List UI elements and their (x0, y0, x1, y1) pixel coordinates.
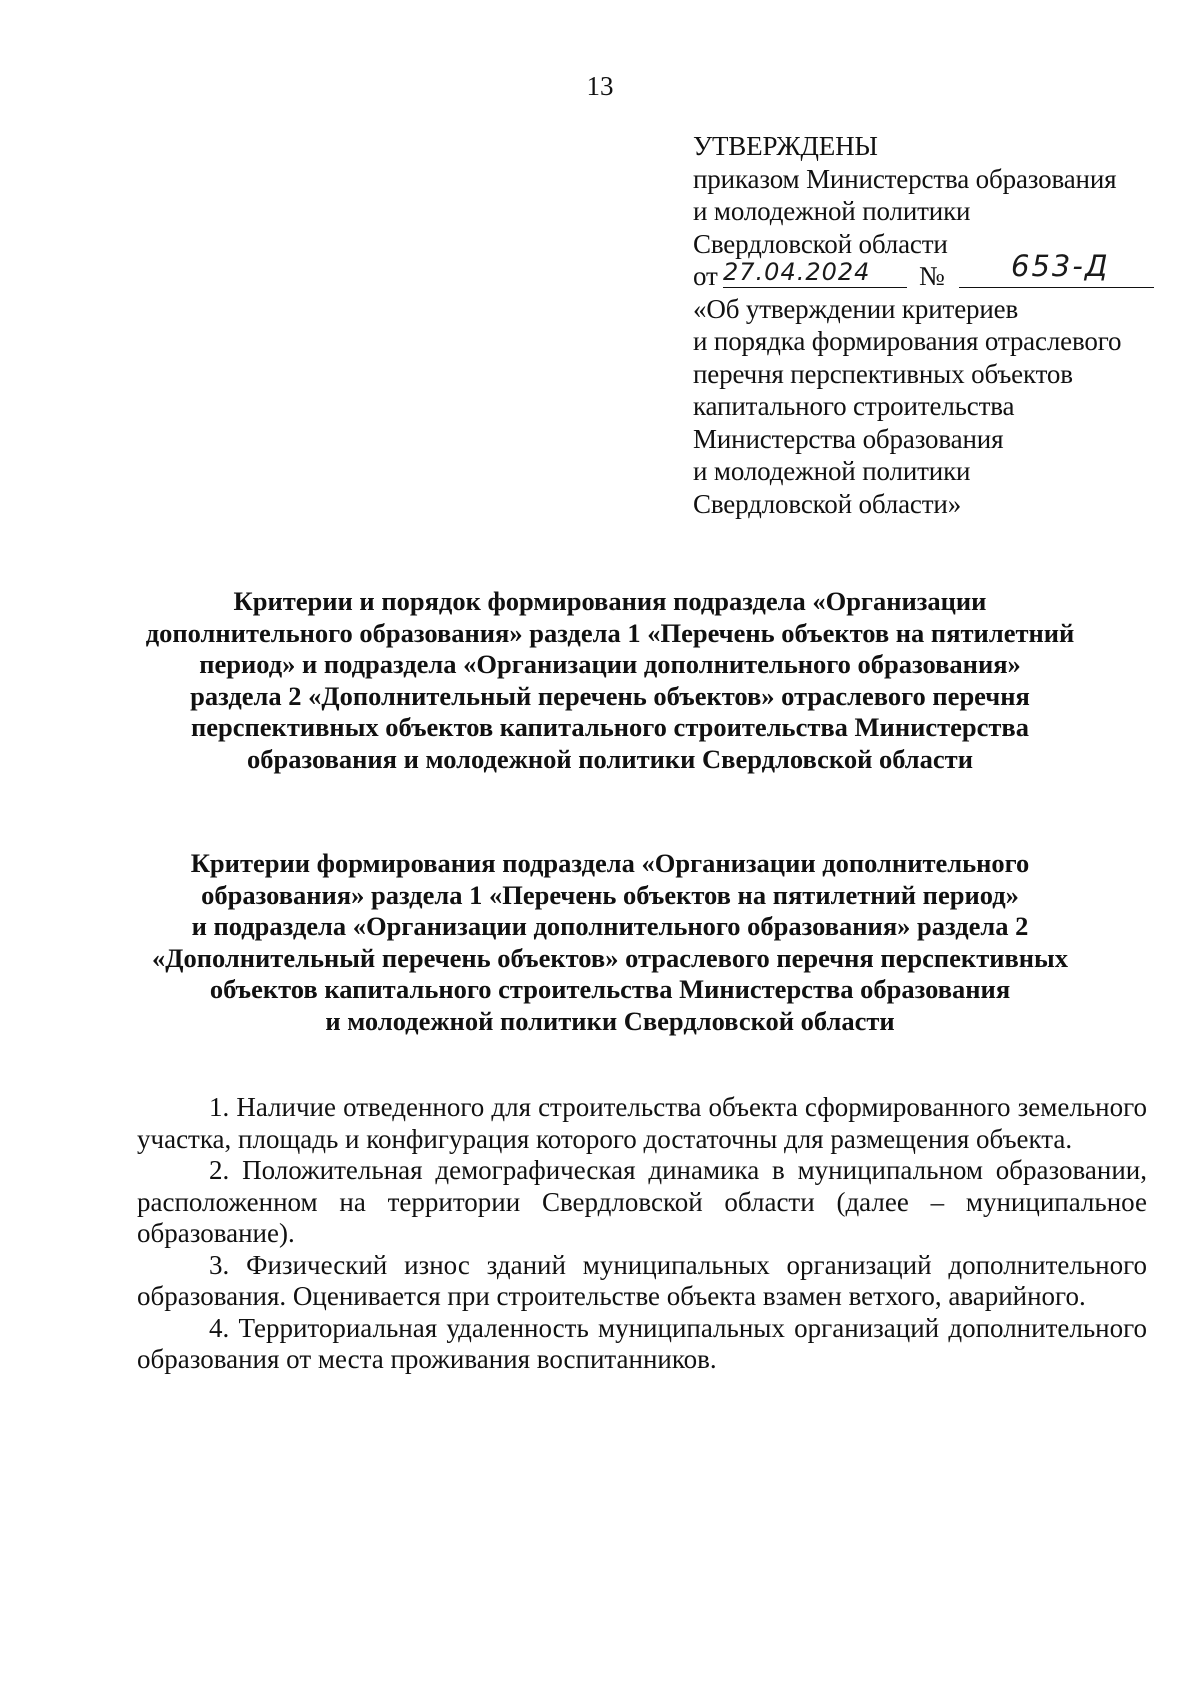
heading-line: образования и молодежной политики Свердловской области (247, 743, 973, 774)
approval-date-row (693, 249, 1173, 293)
approval-line: перечня перспективных объектов (693, 358, 1073, 389)
heading-line: и молодежной политики Свердловской области (325, 1005, 895, 1036)
criteria-list (137, 1092, 1147, 1376)
criterion-text: 3. Физический износ зданий муниципальных организаций дополнительного образования. Оценивается при строительстве объекта взамен ветхого, аварийного. (137, 1249, 1147, 1311)
handwritten-number: 653-Д (1011, 249, 1110, 283)
criterion-paragraph (137, 1250, 1147, 1313)
approval-line: и молодежной политики (693, 456, 971, 486)
criterion-paragraph (137, 1155, 1147, 1250)
sub-heading (120, 848, 1100, 1037)
approval-line: Свердловской области (693, 228, 948, 259)
heading-line: период» и подраздела «Организации дополнительного образования» (199, 649, 1021, 679)
heading-line: дополнительного образования» раздела 1 «Перечень объектов на пятилетний (145, 617, 1075, 648)
criterion-text: 2. Положительная демографическая динамика в муниципальном образовании, расположенном на территории Свердловской области (далее – муниципальное образование). (137, 1155, 1147, 1248)
heading-line: образования» раздела 1 «Перечень объектов на пятилетний период» (201, 879, 1019, 910)
heading-line: объектов капитального строительства Министерства образования (209, 974, 1011, 1004)
handwritten-date: 27.04.2024 (723, 258, 871, 286)
criterion-paragraph (137, 1092, 1147, 1155)
heading-line: и подраздела «Организации дополнительного образования» раздела 2 (191, 911, 1029, 941)
heading-line: перспективных объектов капитального строительства Министерства (191, 712, 1029, 742)
approval-line: капитального строительства (693, 391, 1015, 421)
approval-line: и молодежной политики (693, 196, 971, 226)
page-number: 13 (586, 71, 614, 101)
approval-line: Свердловской области» (693, 488, 962, 519)
criterion-text: 4. Территориальная удаленность муниципальных организаций дополнительного образования от места проживания воспитанников. (137, 1312, 1147, 1374)
number-underline (959, 287, 1154, 288)
approval-title: УТВЕРЖДЕНЫ (693, 131, 878, 161)
number-sign: № (919, 261, 945, 291)
date-prefix: от (693, 261, 718, 291)
main-heading (120, 586, 1100, 775)
approval-block (693, 130, 1173, 520)
heading-line: «Дополнительный перечень объектов» отраслевого перечня перспективных (152, 942, 1068, 973)
approval-line: «Об утверждении критериев (693, 293, 1019, 324)
heading-line: Критерии и порядок формирования подраздела «Организации (233, 586, 987, 616)
criterion-paragraph (137, 1313, 1147, 1376)
approval-line: Министерства образования (693, 423, 1004, 454)
approval-line: приказом Министерства образования (693, 163, 1117, 194)
heading-line: Критерии формирования подраздела «Организации дополнительного (190, 848, 1030, 878)
approval-line: и порядка формирования отраслевого (693, 326, 1122, 356)
heading-line: раздела 2 «Дополнительный перечень объектов» отраслевого перечня (190, 680, 1030, 711)
criterion-text: 1. Наличие отведенного для строительства объекта сформированного земельного участка, площадь и конфигурация которого достаточны для размещения объекта. (137, 1092, 1147, 1154)
